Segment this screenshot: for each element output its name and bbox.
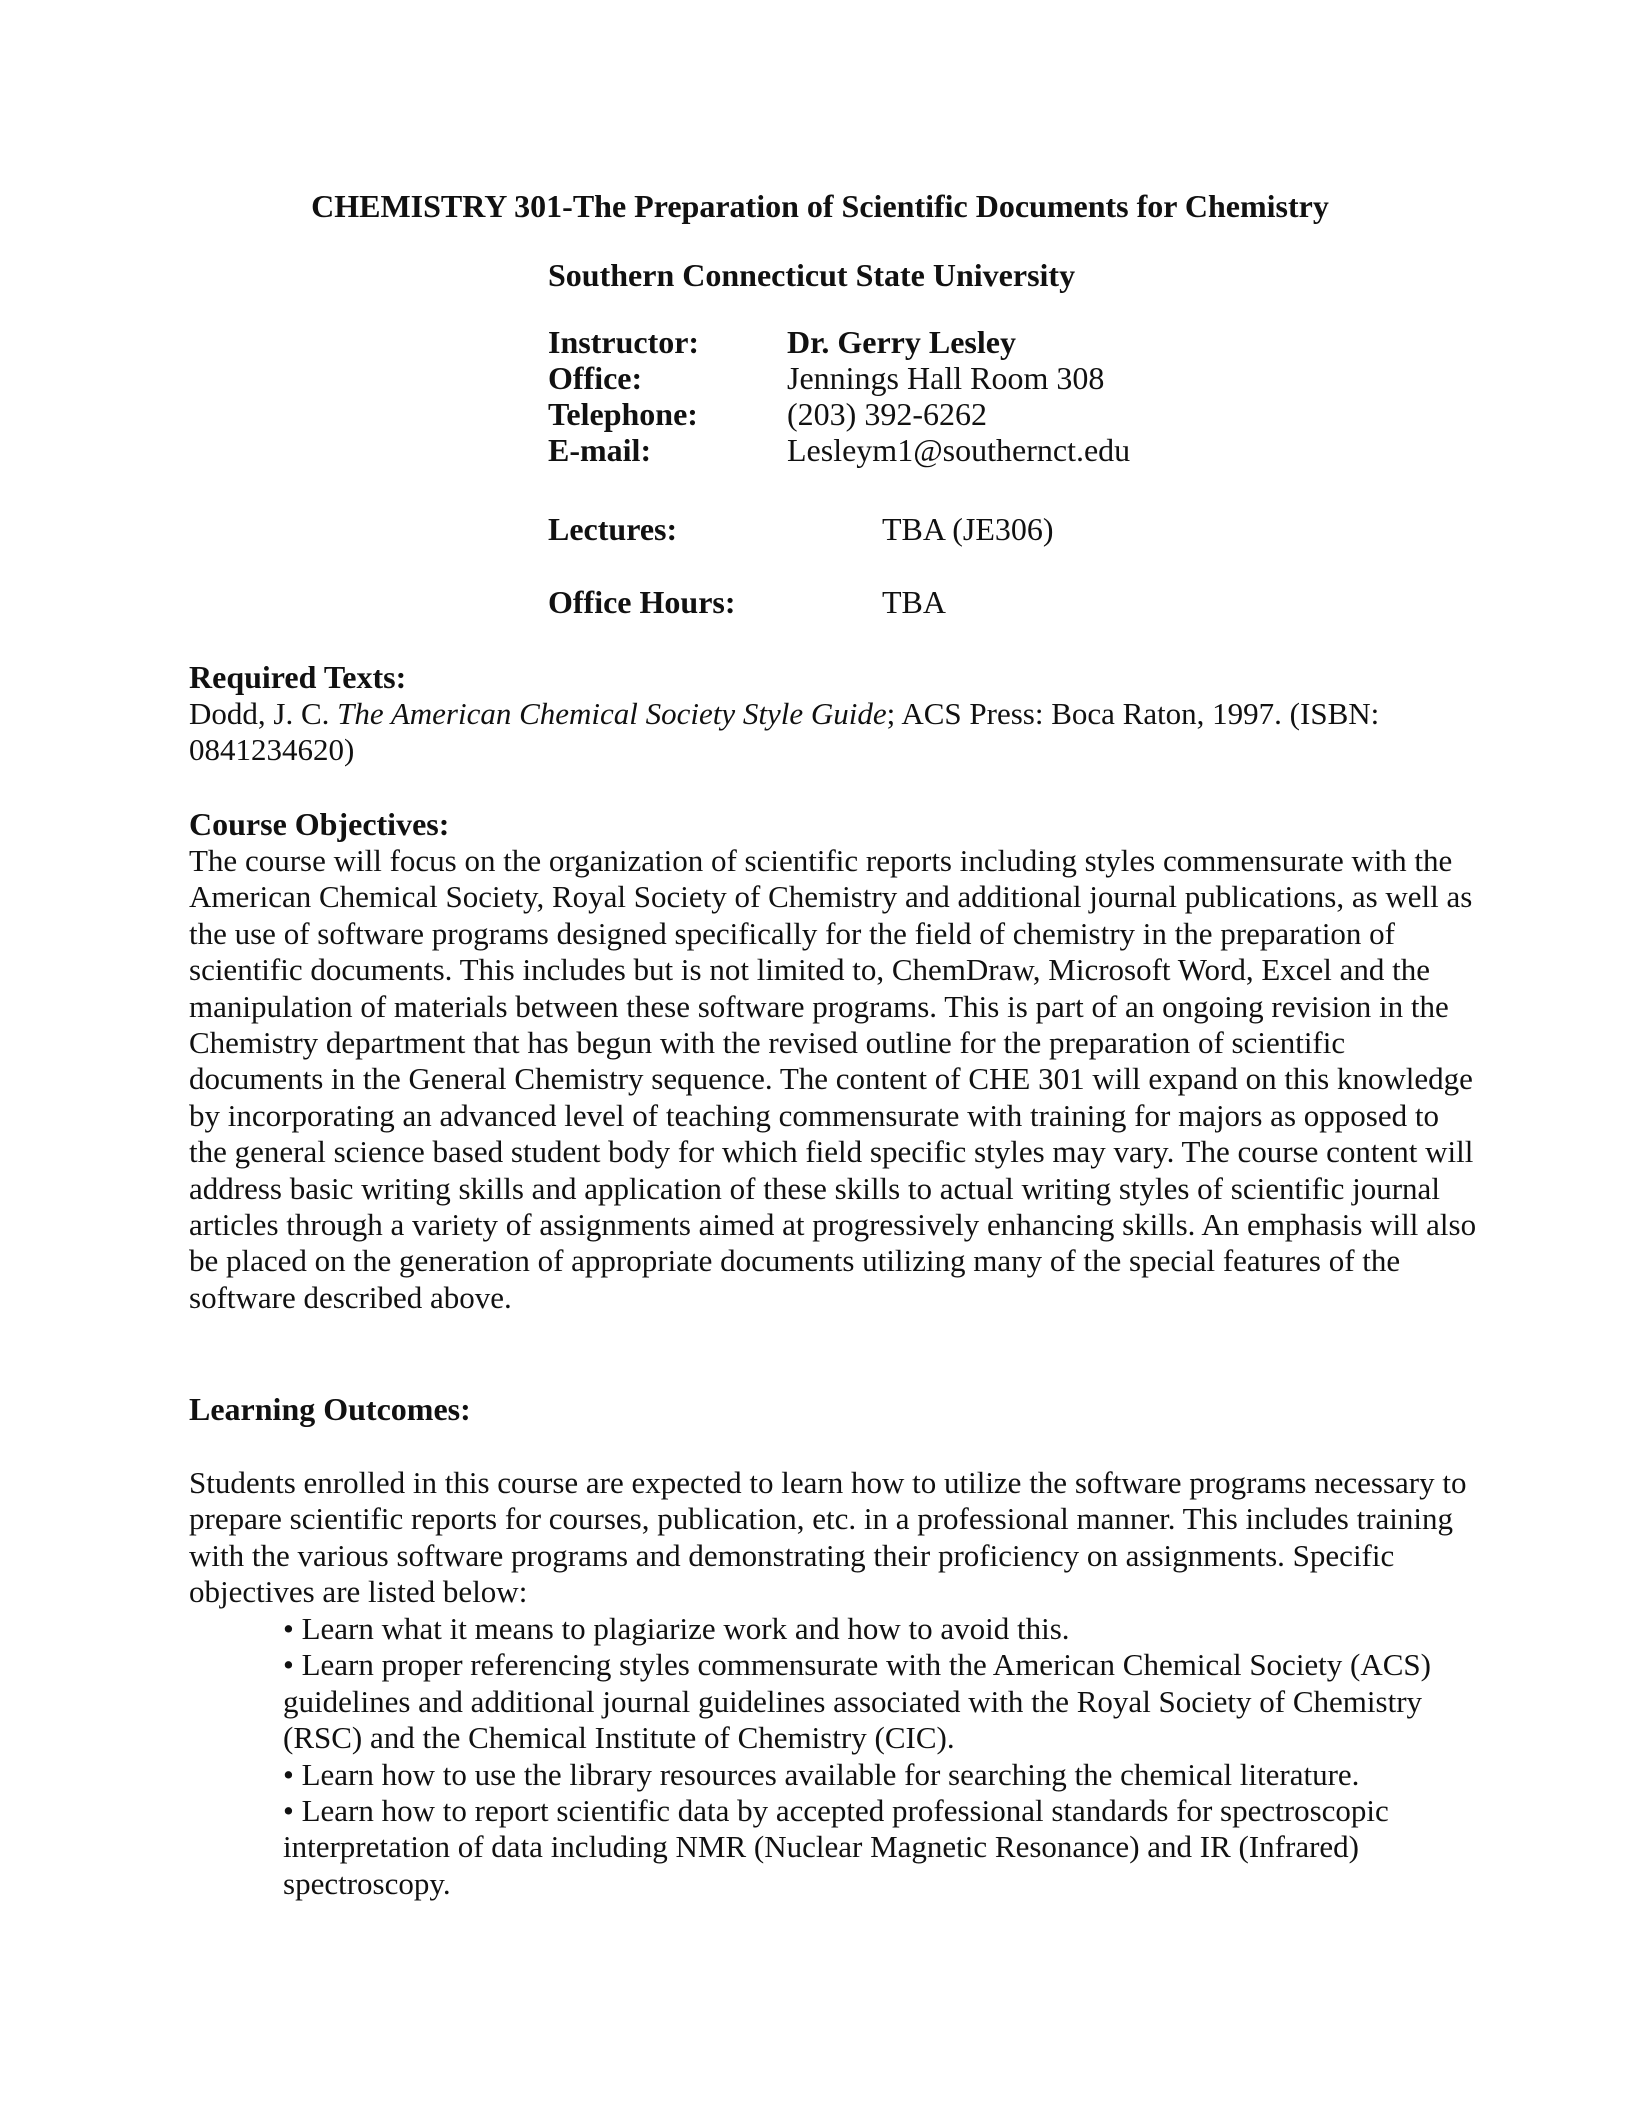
citation-details: ; ACS Press: Boca Raton, 1997. (ISBN: 0841234620) bbox=[189, 696, 1380, 768]
contact-row-email bbox=[548, 432, 1130, 468]
learning-outcomes-intro: Students enrolled in this course are expected to learn how to utilize the software programs necessary to prepare scientific reports for courses, publication, etc. in a professional manner. This includes training with the various software programs and demonstrating their proficiency on assignments. Specific objectives are listed below: bbox=[189, 1465, 1467, 1610]
lectures-row bbox=[548, 509, 1054, 549]
citation-author: Dodd, J. C. bbox=[189, 696, 338, 731]
office-value: Jennings Hall Room 308 bbox=[787, 360, 1105, 396]
list-item: • Learn what it means to plagiarize work and how to avoid this. bbox=[283, 1611, 1070, 1646]
office-hours-value: TBA bbox=[882, 584, 946, 620]
office-hours-label: Office Hours: bbox=[548, 584, 736, 620]
list-item: • Learn how to use the library resources available for searching the chemical literature. bbox=[283, 1756, 1360, 1792]
course-objectives-heading: Course Objectives: bbox=[189, 806, 450, 842]
required-texts-citation bbox=[189, 696, 1464, 769]
office-hours-row bbox=[548, 582, 946, 622]
telephone-label: Telephone: bbox=[548, 396, 698, 432]
contact-row-telephone bbox=[548, 396, 1130, 432]
lectures-label: Lectures: bbox=[548, 511, 678, 547]
required-texts-heading: Required Texts: bbox=[189, 659, 407, 695]
citation-book-title: The American Chemical Society Style Guide bbox=[337, 696, 887, 731]
list-item: • Learn proper referencing styles commensurate with the American Chemical Society (ACS) guidelines and additional journal guidelines associated with the Royal Society of Chemistry (RSC) and the Chemical Institute of Chemistry (CIC). bbox=[283, 1647, 1431, 1756]
instructor-contact-block bbox=[548, 324, 1130, 468]
telephone-value: (203) 392-6262 bbox=[787, 396, 987, 432]
email-value: Lesleym1@southernct.edu bbox=[787, 432, 1131, 468]
university-name: Southern Connecticut State University bbox=[548, 257, 1076, 293]
learning-outcomes-heading: Learning Outcomes: bbox=[189, 1391, 471, 1427]
list-item: • Learn how to report scientific data by accepted professional standards for spectroscopic interpretation of data including NMR (Nuclear Magnetic Resonance) and IR (Infrared) spectroscopy. bbox=[283, 1793, 1389, 1901]
course-objectives-text: The course will focus on the organization of scientific reports including styles commensurate with the American Chemical Society, Royal Society of Chemistry and additional journal publications, as well as the use of software programs designed specifically for the field of chemistry in the preparation of scientific documents. This includes but is not limited to, ChemDraw, Microsoft Word, Excel and the manipulation of materials between these software programs. This is part of an ongoing revision in the Chemistry department that has begun with the revised outline for the preparation of scientific documents in the General Chemistry sequence. The content of CHE 301 will expand on this knowledge by incorporating an advanced level of teaching commensurate with training for majors as opposed to the general science based student body for which field specific styles may vary. The course content will address basic writing skills and application of these skills to actual writing styles of scientific journal articles through a variety of assignments aimed at progressively enhancing skills. An emphasis will also be placed on the generation of appropriate documents utilizing many of the special features of the software described above. bbox=[189, 843, 1477, 1315]
course-title bbox=[0, 186, 1640, 226]
learning-objectives-list bbox=[283, 1611, 1453, 1902]
instructor-label: Instructor: bbox=[548, 324, 700, 360]
contact-row-office bbox=[548, 360, 1130, 396]
email-label: E-mail: bbox=[548, 432, 652, 468]
course-title-text: CHEMISTRY 301-The Preparation of Scientific Documents for Chemistry bbox=[311, 188, 1329, 224]
office-label: Office: bbox=[548, 360, 643, 396]
instructor-value: Dr. Gerry Lesley bbox=[787, 324, 1016, 360]
contact-row-instructor bbox=[548, 324, 1130, 360]
lectures-value: TBA (JE306) bbox=[882, 511, 1054, 547]
